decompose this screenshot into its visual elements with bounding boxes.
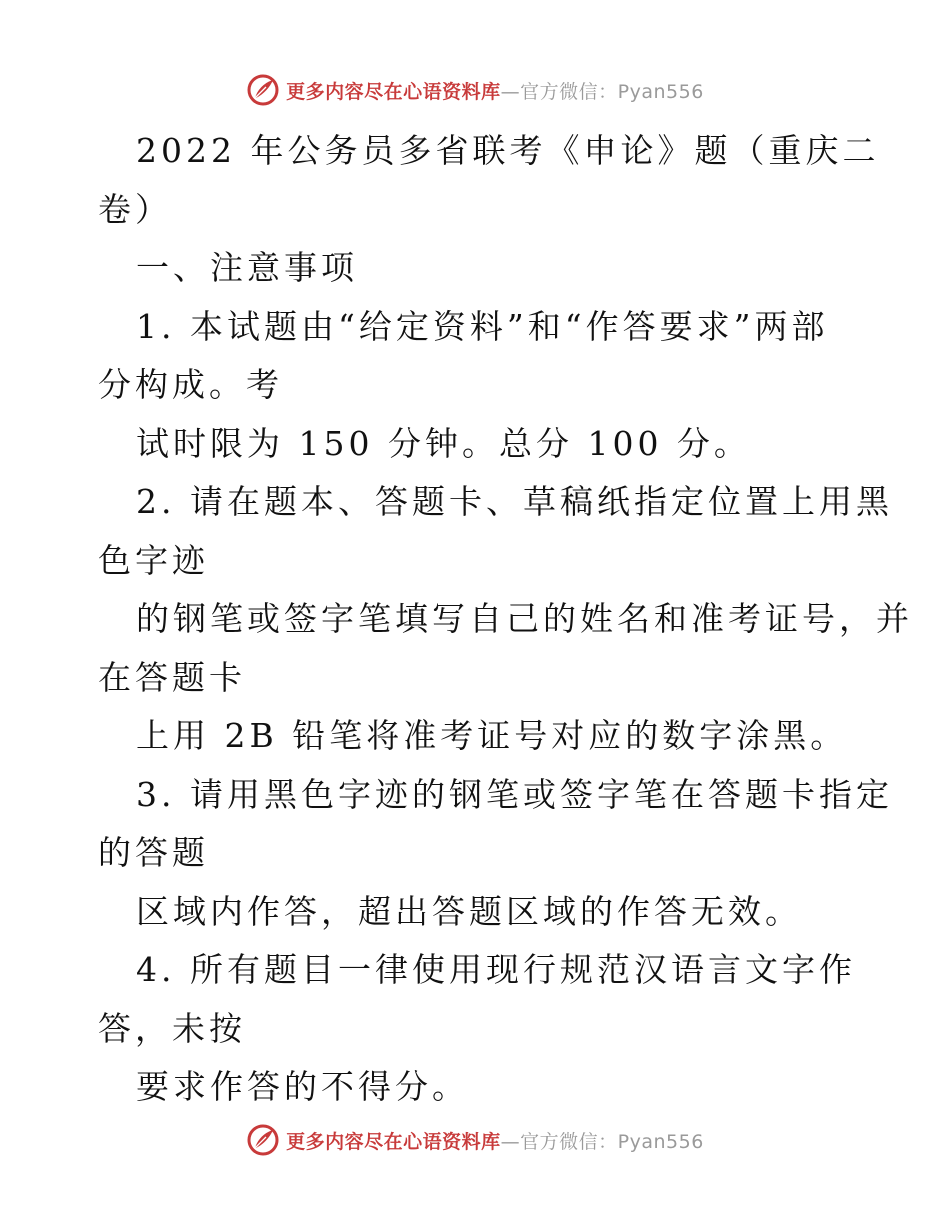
paragraph-line: 分构成。考 (98, 365, 283, 404)
paragraph-line: 4. 所有题目一律使用现行规范汉语言文字作 (136, 950, 856, 989)
watermark-text (286, 77, 704, 104)
header-watermark (0, 70, 950, 110)
paragraph-line: 试时限为 150 分钟。总分 100 分。 (136, 423, 751, 463)
section-heading: 一、注意事项 (136, 248, 358, 287)
footer-watermark (0, 1120, 950, 1160)
document-body (98, 122, 913, 1117)
title-line-1: 2022 年公务员多省联考《申论》题（重庆二 (136, 131, 880, 170)
paragraph-line: 答，未按 (98, 1008, 246, 1048)
feather-pen-logo-icon (246, 1123, 280, 1157)
paragraph-line: 1. 本试题由“给定资料”和“作答要求”两部 (136, 306, 829, 346)
paragraph-line: 的钢笔或签字笔填写自己的姓名和准考证号，并 (136, 599, 913, 638)
paragraph-line: 区域内作答，超出答题区域的作答无效。 (136, 891, 802, 931)
watermark-text-red: 更多内容尽在心语资料库 (286, 1130, 501, 1153)
paragraph-line: 在答题卡 (98, 657, 246, 697)
paragraph-line: 要求作答的不得分。 (136, 1067, 469, 1106)
watermark-text (286, 1127, 704, 1154)
paragraph-line: 上用 2B 铅笔将准考证号对应的数字涂黑。 (136, 716, 848, 755)
watermark-text-grey: —官方微信：Pyan556 (500, 1130, 704, 1153)
watermark-text-grey: —官方微信：Pyan556 (500, 80, 704, 103)
paragraph-line: 色字迹 (98, 540, 209, 580)
paragraph-line: 3. 请用黑色字迹的钢笔或签字笔在答题卡指定 (136, 774, 893, 814)
paragraph-line: 的答题 (98, 833, 209, 872)
title-line-2: 卷） (98, 189, 172, 229)
paragraph-line: 2. 请在题本、答题卡、草稿纸指定位置上用黑 (136, 482, 893, 521)
watermark-text-red: 更多内容尽在心语资料库 (286, 80, 501, 103)
feather-pen-logo-icon (246, 73, 280, 107)
